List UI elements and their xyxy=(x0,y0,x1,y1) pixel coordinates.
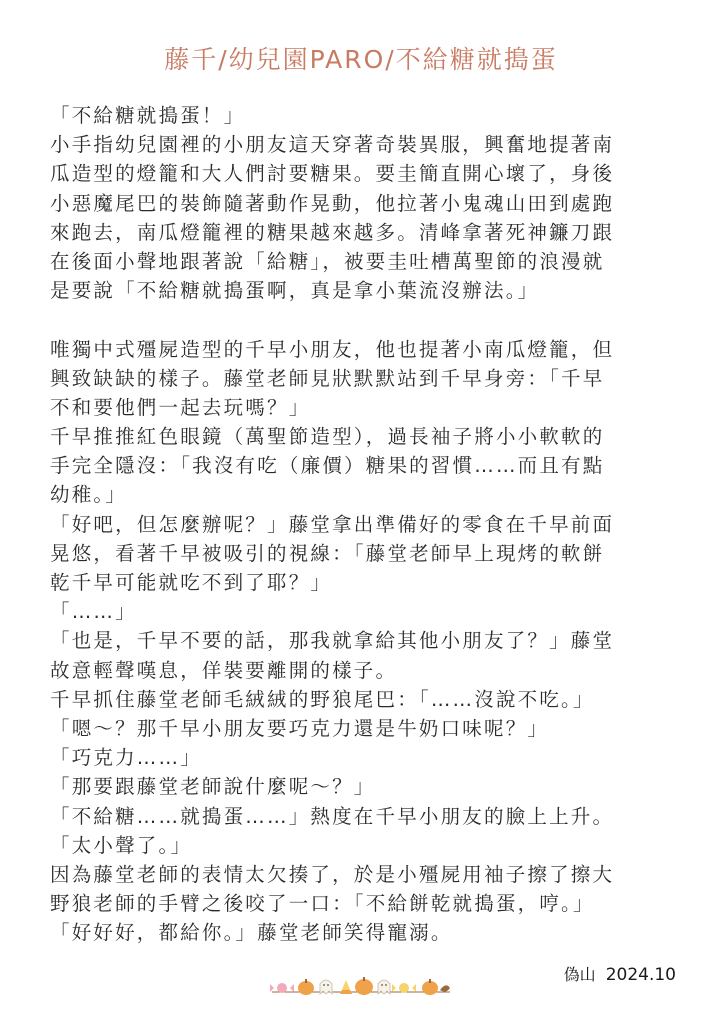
text-line: 故意輕聲嘆息，佯裝要離開的樣子。 xyxy=(50,658,398,682)
pumpkin-icon xyxy=(298,979,314,995)
text-line: 是要說「不給糖就搗蛋啊，真是拿小葉流沒辦法。」 xyxy=(50,279,540,303)
text-line: 手完全隱沒：「我沒有吃（廉價）糖果的習慣……而且有點 xyxy=(50,454,605,478)
text-line: 千早抓住藤堂老師毛絨絨的野狼尾巴：「……沒說不吃。」 xyxy=(50,687,595,711)
text-line: 「……」 xyxy=(50,600,137,624)
text-line: 因為藤堂老師的表情太欠揍了，於是小殭屍用袖子擦了擦大 xyxy=(50,862,615,886)
text-line: 小手指幼兒園裡的小朋友這天穿著奇裝異服，興奮地提著南 xyxy=(50,133,615,157)
text-line: 「太小聲了。」 xyxy=(50,833,193,857)
text-line: 來跑去，南瓜燈籠裡的糖果越來越多。清峰拿著死神鐮刀跟 xyxy=(50,220,615,244)
text-line: 「好好好，都給你。」藤堂老師笑得寵溺。 xyxy=(50,921,453,945)
paragraph-2 xyxy=(50,335,680,948)
signature-date: 2024.10 xyxy=(605,965,676,985)
text-line: 「那要跟藤堂老師說什麼呢～？」 xyxy=(50,775,376,799)
text-line: 野狼老師的手臂之後咬了一口：「不給餅乾就搗蛋，哼。」 xyxy=(50,892,595,916)
text-line: 幼稚。」 xyxy=(50,483,128,507)
text-line: 興致缺缺的樣子。藤堂老師見狀默默站到千早身旁：「千早 xyxy=(50,366,605,390)
text-line: 「不給糖就搗蛋！」 xyxy=(50,104,246,127)
text-line: 千早推推紅色眼鏡（萬聖節造型），過長袖子將小小軟軟的 xyxy=(50,425,605,449)
author-name: 偽山 xyxy=(563,965,596,984)
text-line: 「也是，千早不要的話，那我就拿給其他小朋友了？」藤堂 xyxy=(50,629,615,653)
text-line: 在後面小聲地跟著說「給糖」，被要圭吐槽萬聖節的浪漫就 xyxy=(50,249,605,273)
ghost-icon xyxy=(320,980,332,994)
text-line: 「好吧，但怎麼辦呢？」藤堂拿出準備好的零食在千早前面 xyxy=(50,512,615,536)
paragraph-gap xyxy=(50,305,680,334)
candy-corn-icon xyxy=(340,980,352,994)
story-body xyxy=(50,101,680,947)
text-line: 瓜造型的燈籠和大人們討要糖果。要圭簡直開心壞了，身後 xyxy=(50,162,615,186)
pumpkin-icon xyxy=(422,979,438,995)
halloween-divider xyxy=(268,970,454,1000)
text-line: 不和要他們一起去玩嗎？」 xyxy=(50,395,311,419)
text-line: 「巧克力……」 xyxy=(50,746,202,770)
ghost-icon xyxy=(378,980,390,994)
signature xyxy=(564,962,676,985)
pumpkin-icon xyxy=(355,977,373,995)
text-line: 乾千早可能就吃不到了耶？」 xyxy=(50,571,333,594)
text-line: 「不給糖……就搗蛋……」熱度在千早小朋友的臉上上升。 xyxy=(50,804,615,828)
paragraph-1 xyxy=(50,101,680,305)
leaf-icon xyxy=(440,985,450,991)
text-line: 晃悠，看著千早被吸引的視線：「藤堂老師早上現烤的軟餅 xyxy=(50,541,605,565)
text-line: 小惡魔尾巴的裝飾隨著動作晃動，他拉著小鬼魂山田到處跑 xyxy=(50,191,615,215)
text-line: 「嗯～？那千早小朋友要巧克力還是牛奶口味呢？」 xyxy=(50,716,550,740)
text-line: 唯獨中式殭屍造型的千早小朋友，他也提著小南瓜燈籠，但 xyxy=(50,337,615,361)
page-title: 藤千/幼兒園PARO/不給糖就搗蛋 xyxy=(164,45,558,74)
